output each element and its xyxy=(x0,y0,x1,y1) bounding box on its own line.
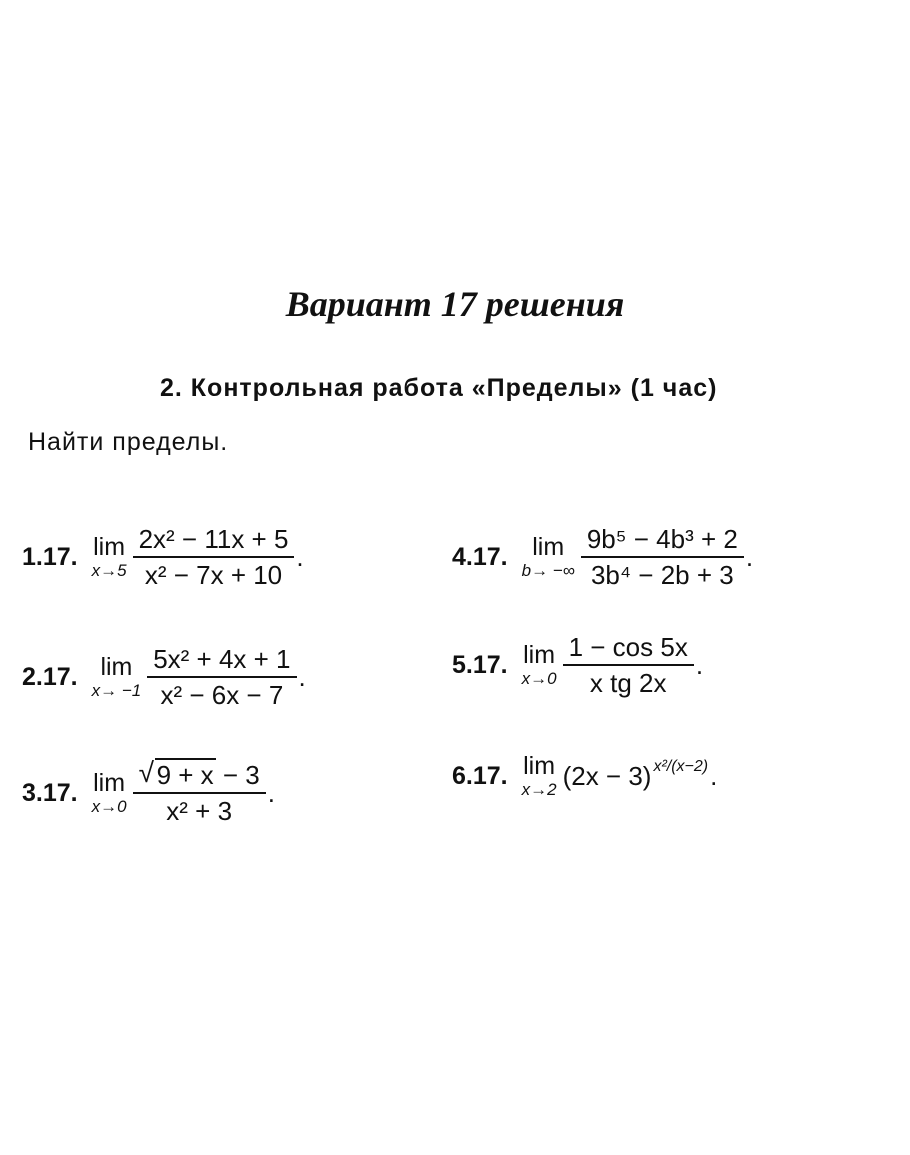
lim-subscript: x→5 xyxy=(91,561,127,580)
end-period: . xyxy=(296,541,304,572)
problem-number: 2.17. xyxy=(22,662,78,691)
denominator: x² − 7x + 10 xyxy=(144,560,283,590)
end-period: . xyxy=(298,661,306,692)
section-heading: 2. Контрольная работа «Пределы» (1 час) xyxy=(160,374,718,402)
radical-sign-icon: √ xyxy=(138,757,154,788)
numerator xyxy=(133,758,266,794)
limit-operator xyxy=(522,752,557,800)
numerator: 5x² + 4x + 1 xyxy=(147,642,296,678)
lim-word: lim xyxy=(100,653,133,681)
denominator: x² − 6x − 7 xyxy=(160,680,284,710)
limit-operator xyxy=(92,769,127,817)
problem-6-17 xyxy=(452,752,717,800)
problem-number: 3.17. xyxy=(22,778,78,807)
numerator: 2x² − 11x + 5 xyxy=(133,522,295,558)
end-period: . xyxy=(695,649,704,680)
problem-number: 5.17. xyxy=(452,650,508,679)
lim-subscript: b→ −∞ xyxy=(521,561,575,580)
lim-word: lim xyxy=(523,752,556,780)
limit-operator xyxy=(92,653,142,701)
fraction xyxy=(133,758,266,828)
power-expression xyxy=(562,757,709,792)
fraction xyxy=(133,522,295,592)
denominator: x tg 2x xyxy=(589,668,667,698)
problem-2-17 xyxy=(22,642,306,712)
lim-word: lim xyxy=(532,533,565,561)
problem-1-17 xyxy=(22,522,304,592)
problem-4-17 xyxy=(452,522,753,592)
problem-5-17 xyxy=(452,630,703,700)
numerator: 9b⁵ − 4b³ + 2 xyxy=(581,522,744,558)
lim-subscript: x→0 xyxy=(521,669,557,688)
lim-subscript: x→ −1 xyxy=(91,681,142,700)
lim-word: lim xyxy=(523,641,556,669)
page-title: Вариант 17 решения xyxy=(285,284,625,324)
problem-number: 1.17. xyxy=(22,542,78,571)
fraction xyxy=(581,522,744,592)
lim-word: lim xyxy=(93,533,126,561)
fraction xyxy=(147,642,296,712)
radicand: 9 + x xyxy=(156,760,214,790)
base: (2x − 3) xyxy=(562,760,652,791)
denominator: x² + 3 xyxy=(166,796,233,826)
problem-number: 6.17. xyxy=(452,761,508,790)
numerator-rest: − 3 xyxy=(215,760,260,790)
end-period: . xyxy=(745,541,754,572)
limit-operator xyxy=(522,641,557,689)
instruction-text: Найти пределы. xyxy=(28,428,229,456)
fraction xyxy=(563,630,694,700)
limit-operator xyxy=(522,533,575,581)
numerator: 1 − cos 5x xyxy=(563,630,694,666)
end-period: . xyxy=(710,760,718,791)
problem-number: 4.17. xyxy=(452,542,508,571)
problem-3-17 xyxy=(22,758,275,828)
denominator: 3b⁴ − 2b + 3 xyxy=(590,560,734,590)
limit-operator xyxy=(92,533,127,581)
lim-subscript: x→0 xyxy=(91,797,127,816)
square-root xyxy=(139,758,216,792)
end-period: . xyxy=(267,777,275,808)
exponent: x²/(x−2) xyxy=(653,757,709,775)
lim-word: lim xyxy=(93,769,126,797)
lim-subscript: x→2 xyxy=(521,780,557,799)
